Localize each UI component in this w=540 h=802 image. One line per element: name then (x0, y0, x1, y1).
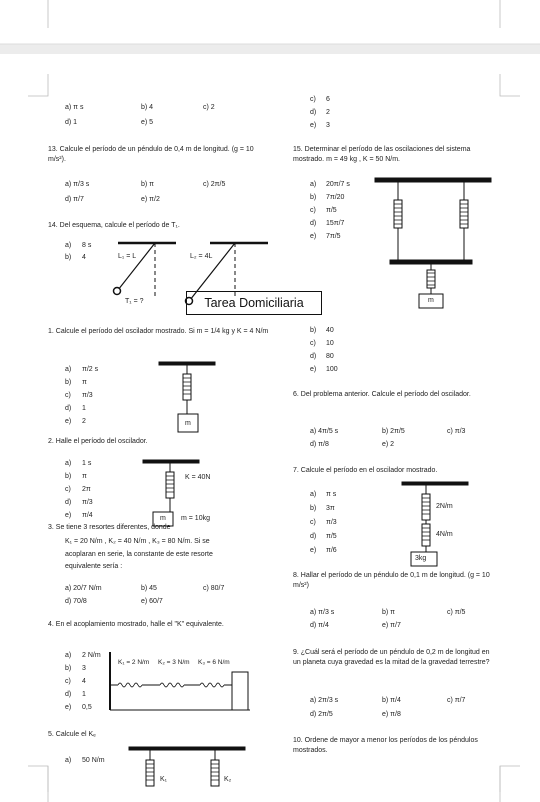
top-option-c: c) 2 (203, 104, 215, 111)
h3-option-a: a) 20/7 N/m (65, 585, 102, 592)
section-banner: Tarea Domiciliaria (186, 291, 322, 315)
h6-option-d: d) π/8 (310, 441, 329, 448)
top-option-a: a) π s (65, 104, 84, 111)
h2-k-label: K = 40N (185, 474, 211, 481)
h1-option-e: e) (65, 418, 72, 425)
q13-option-a: a) π/3 s (65, 181, 90, 188)
q15-option-c-val: π/5 (326, 207, 337, 214)
top-option-e: e) 5 (141, 119, 154, 126)
h7-option-b: b) (310, 505, 317, 512)
q13-option-c: c) 2π/5 (203, 181, 226, 188)
h4-k1-label: K₁ = 2 N/m (118, 659, 150, 666)
h3-option-d: d) 70/8 (65, 598, 87, 605)
rtop-option-d: d) (310, 353, 317, 360)
h7-option-c: c) (310, 519, 316, 526)
q15-option-a-val: 20π/7 s (326, 181, 350, 188)
rtop-option-b: b) (310, 327, 317, 334)
h7-option-d-val: π/5 (326, 533, 337, 540)
h2-option-b-val: π (82, 473, 87, 480)
q15-mass-label: m (428, 297, 434, 304)
rtop-option-e: e) (310, 366, 317, 373)
h1-option-c-val: π/3 (82, 392, 93, 399)
q15-option-a: a) (310, 181, 317, 188)
h4-option-e: e) (65, 704, 72, 711)
h2-option-c-val: 2π (82, 486, 91, 493)
q13-text: 13. Calcule el período de un péndulo de 0,4 m de longitud. (g = 10 m/s²). (48, 146, 254, 163)
h7-option-e-val: π/6 (326, 547, 337, 554)
h9-text: 9. ¿Cuál será el período de un péndulo de 0,2 m de longitud en un planeta cuya gravedad es la mitad de la gravedad terrestre? (293, 649, 490, 666)
q15-option-d-val: 15π/7 (326, 220, 345, 227)
q15-option-b-val: 7π/20 (326, 194, 345, 201)
top-option-d: d) 1 (65, 119, 78, 126)
h4-option-a-val: 2 N/m (82, 652, 101, 659)
q14-l2-label: L₂ = 4L (190, 253, 213, 260)
h2-option-a: a) (65, 460, 72, 467)
q13-option-e: e) π/2 (141, 196, 160, 203)
h4-option-b: b) (65, 665, 72, 672)
h6-option-c: c) π/3 (447, 428, 466, 435)
rtop-option-d-val: 80 (326, 353, 334, 360)
h9-option-c: c) π/7 (447, 697, 466, 704)
h8-option-a: a) π/3 s (310, 609, 335, 616)
q15-diagram (375, 178, 491, 308)
h3-text-2: K₁ = 20 N/m , K₂ = 40 N/m , K₃ = 80 N/m. Si se (65, 538, 210, 545)
h1-option-d-val: 1 (82, 405, 86, 412)
h1-option-a: a) (65, 366, 72, 373)
h1-option-d: d) (65, 405, 72, 412)
h9-option-b: b) π/4 (382, 697, 401, 704)
q14-text: 14. Del esquema, calcule el período de T₁. (48, 222, 180, 229)
h3-text-1: 3. Se tiene 3 resortes diferentes, donde (48, 524, 171, 531)
h6-option-a: a) 4π/5 s (310, 428, 339, 435)
h7-diagram (402, 482, 468, 566)
h2-option-e-val: π/4 (82, 512, 93, 519)
h1-option-a-val: π/2 s (82, 366, 99, 373)
h1-option-b-val: π (82, 379, 87, 386)
h2-option-c: c) (65, 486, 71, 493)
h7-text: 7. Calcule el período en el oscilador mostrado. (293, 467, 438, 474)
h2-option-d-val: π/3 (82, 499, 93, 506)
q14-option-b-val: 4 (82, 254, 86, 261)
top-option-b: b) 4 (141, 104, 154, 111)
h5-option-a-val: 50 N/m (82, 757, 105, 764)
h4-option-d-val: 1 (82, 691, 86, 698)
rtop-option-b-val: 40 (326, 327, 334, 334)
h7-option-e: e) (310, 547, 317, 554)
h4-k3-label: K₃ = 6 N/m (198, 659, 230, 666)
h4-option-a: a) (65, 652, 72, 659)
h1-option-e-val: 2 (82, 418, 86, 425)
h9-option-e: e) π/8 (382, 711, 401, 718)
h9-option-d: d) 2π/5 (310, 711, 333, 718)
h4-option-d: d) (65, 691, 72, 698)
rtop-option-c-val: 10 (326, 340, 334, 347)
h3-text-3: acoplaran en serie, la constante de este resorte (65, 551, 213, 558)
q15-option-e: e) (310, 233, 317, 240)
h3-option-b: b) 45 (141, 585, 157, 592)
h7-option-c-val: π/3 (326, 519, 337, 526)
h1-mass-label: m (185, 420, 191, 427)
h8-option-c: c) π/5 (447, 609, 466, 616)
rtop-option-c: c) (310, 340, 316, 347)
h7-option-b-val: 3π (326, 505, 335, 512)
h5-option-a: a) (65, 757, 72, 764)
top-right-d-val: 2 (326, 109, 330, 116)
h8-text: 8. Hallar el período de un péndulo de 0,1 m de longitud. (g = 10 m/s²) (293, 572, 490, 589)
q13-option-b: b) π (141, 181, 154, 188)
q15-option-b: b) (310, 194, 317, 201)
top-right-e-val: 3 (326, 122, 330, 129)
h8-option-d: d) π/4 (310, 622, 329, 629)
top-right-c-val: 6 (326, 96, 330, 103)
h10-text: 10. Ordene de mayor a menor los períodos de los péndulos mostrados. (293, 737, 478, 754)
h5-k1-label: K₁ (160, 776, 168, 783)
h1-text: 1. Calcule el período del oscilador mostrado. Si m = 1/4 kg y K = 4 N/m (48, 328, 269, 335)
h4-option-b-val: 3 (82, 665, 86, 672)
h2-option-b: b) (65, 473, 72, 480)
h2-mass-value: m = 10kg (181, 515, 210, 522)
top-right-c: c) (310, 96, 316, 103)
top-right-d: d) (310, 109, 317, 116)
h4-text: 4. En el acoplamiento mostrado, halle el "K" equivalente. (48, 621, 224, 628)
h1-option-c: c) (65, 392, 71, 399)
top-right-e: e) (310, 122, 317, 129)
h2-mass-label: m (160, 515, 166, 522)
h7-mass-label: 3kg (415, 555, 427, 562)
h3-text-4: equivalente sería : (65, 563, 123, 570)
q14-option-b: b) (65, 254, 72, 261)
q14-l1-label: L₁ = L (118, 253, 137, 260)
h5-text: 5. Calcule el Kₑ (48, 731, 96, 738)
h7-k2-label: 4N/m (436, 531, 453, 538)
h4-option-c-val: 4 (82, 678, 86, 685)
q15-text: 15. Determinar el período de las oscilaciones del sistema mostrado. m = 49 kg , K = 50 N/m. (293, 146, 471, 163)
h2-option-e: e) (65, 512, 72, 519)
q14-option-a-val: 8 s (82, 242, 92, 249)
h3-option-c: c) 80/7 (203, 585, 225, 592)
h6-option-b: b) 2π/5 (382, 428, 405, 435)
q14-option-a: a) (65, 242, 72, 249)
q15-option-c: c) (310, 207, 316, 214)
h8-option-e: e) π/7 (382, 622, 401, 629)
h6-option-e: e) 2 (382, 441, 395, 448)
h2-option-a-val: 1 s (82, 460, 92, 467)
h4-option-c: c) (65, 678, 71, 685)
h7-option-a-val: π s (326, 491, 337, 498)
h7-option-d: d) (310, 533, 317, 540)
h4-k2-label: K₂ = 3 N/m (158, 659, 190, 666)
q15-option-d: d) (310, 220, 317, 227)
q15-option-e-val: 7π/5 (326, 233, 341, 240)
h9-option-a: a) 2π/3 s (310, 697, 339, 704)
h7-k1-label: 2N/m (436, 503, 453, 510)
h4-option-e-val: 0,5 (82, 704, 92, 711)
rtop-option-e-val: 100 (326, 366, 338, 373)
h1-option-b: b) (65, 379, 72, 386)
q13-option-d: d) π/7 (65, 196, 84, 203)
h7-option-a: a) (310, 491, 317, 498)
h5-k2-label: K₂ (224, 776, 232, 783)
q14-t1-label: T₁ = ? (125, 298, 144, 305)
h2-option-d: d) (65, 499, 72, 506)
h6-text: 6. Del problema anterior. Calcule el período del oscilador. (293, 391, 471, 398)
h3-option-e: e) 60/7 (141, 598, 163, 605)
h8-option-b: b) π (382, 609, 395, 616)
h2-text: 2. Halle el período del oscilador. (48, 438, 148, 445)
